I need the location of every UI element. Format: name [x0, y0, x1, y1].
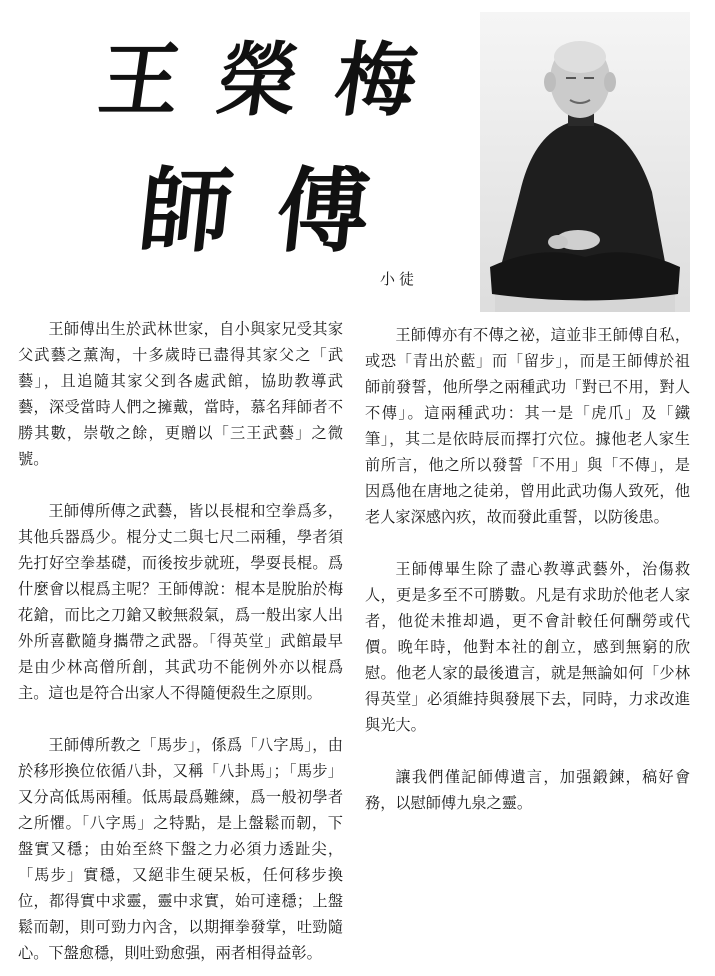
paragraph: 王師傅畢生除了盡心教導武藝外，治傷救人，更是多至不可勝數。凡是有求助於他老人家者，他從未推却過，更不會計較任何酬勞或代價。晚年時，他對本社的創立，感到無窮的欣慰。他老人家的最後遺言，就是無論如何「少林得英堂」必須維持與發展下去，同時，力求改進與光大。: [365, 560, 690, 734]
byline: 小徒: [380, 270, 419, 288]
paragraph: 王師傅所教之「馬步」，係爲「八字馬」，由於移形換位依循八卦，又稱「八卦馬」；「馬步」又分高低馬兩種。低馬最爲難練，爲一般初學者之所懼。「八字馬」之特點，是上盤鬆而韌，下盤實又穩；由始至終下盤之力必須力透趾尖，「馬步」實穩，又絕非生硬呆板，任何移步換位，都得實中求靈，靈中求實，始可達穩；上盤鬆而韌，則可勁力內含，以期揮拳發掌，吐勁隨心。下盤愈穩，則吐勁愈强，兩者相得益彰。: [18, 736, 343, 962]
paragraph: 讓我們僅記師傅遺言，加强鍛鍊，稿好會務，以慰師傅九泉之靈。: [365, 768, 690, 812]
paragraph: 王師傅所傳之武藝，皆以長棍和空拳爲多，其他兵器爲少。棍分丈二與七尺二兩種，學者須先打好空拳基礎，而後按步就班，學耍長棍。爲什麼會以棍爲主呢？王師傅說：棍本是脫胎於梅花鎗，而比之刀鎗又較無殺氣，爲一般出家人出外所喜歡隨身攜帶之武器。「得英堂」武館最早是由少林高僧所創，其武功不能例外亦以棍爲主。這也是符合出家人不得隨便殺生之原則。: [18, 502, 343, 702]
title-calligraphy-line2: 師傅: [134, 157, 420, 265]
paragraph: 王師傅出生於武林世家，自小與家兄受其家父武藝之薰淘，十多歲時已盡得其家父之「武藝」，且追隨其家父到各處武館，協助教導武藝，深受當時人們之擁戴，當時，慕名拜師者不勝其數，崇敬之餘，更贈以「三王武藝」之微號。: [18, 320, 343, 468]
right-column: [365, 322, 690, 816]
left-column: [18, 316, 343, 966]
portrait-photo: [480, 12, 690, 312]
paragraph: 王師傅亦有不傳之祕，這並非王師傅自私，或恐「青出於藍」而「留步」，而是王師傅於祖師前發誓，他所學之兩種武功「對已不用，對人不傳」。這兩種武功：其一是「虎爪」及「鐵筆」，其二是依時辰而擇打穴位。據他老人家生前所言，他之所以發誓「不用」與「不傳」，是因爲他在唐地之徒弟，曾用此武功傷人致死，他老人家深感內疚，故而發此重誓，以防後患。: [365, 326, 690, 526]
portrait-photo-icon: [480, 12, 690, 312]
title-calligraphy-line1: 王榮梅: [93, 33, 461, 127]
